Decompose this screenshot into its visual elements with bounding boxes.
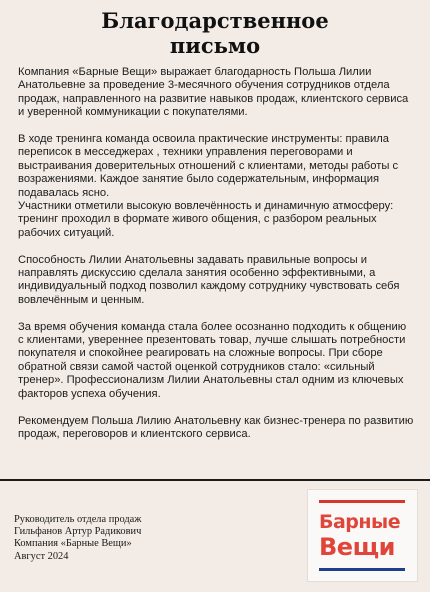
paragraph-engagement: Участники отметили высокую вовлечённость и динамичную атмосферу: тренинг проходил в формате живого общения, с разбором реальных рабочих ситуаций. <box>18 200 394 239</box>
paragraph-approach: Способность Лилии Анатольевны задавать правильные вопросы и направлять дискуссию сделала занятия особенно эффективными, а индивидуальный подход позволил каждому сотруднику чувствовать себя вовлечённым и ценным. <box>18 253 400 306</box>
company-logo <box>307 489 418 582</box>
logo-word-1: Барные <box>319 511 401 533</box>
paragraph-gratitude: Компания «Барные Вещи» выражает благодарность Польша Лилии Анатольевне за проведение 3-месячного обучения сотрудников отдела продаж, направленного на развитие навыков продаж, клиентского сервиса и уверенной коммуникации с покупателями. <box>18 66 409 119</box>
paragraph-training-tools: В ходе тренинга команда освоила практические инструменты: правила переписок в месседжерах , техники управления переговорами и выстраивания доверительных отношений с клиентами, методы работы с возражениями. Каждое занятие было содержательным, информация подавалась ясно. <box>18 133 399 199</box>
logo-word-2: Вещи <box>319 533 395 561</box>
signature-company: Компания «Барные Вещи» <box>14 538 132 550</box>
paragraph-recommendation: Рекомендуем Польша Лилию Анатольевну как бизнес-тренера по развитию продаж, переговоров и клиентского сервиса. <box>18 414 414 440</box>
signature-name: Гильфанов Артур Радикович <box>14 526 142 538</box>
title-line-2: письмо <box>169 33 261 58</box>
title-line-1: Благодарственное <box>101 8 329 33</box>
footer-divider <box>0 479 430 481</box>
signature-position: Руководитель отдела продаж <box>14 514 142 525</box>
paragraph-results: За время обучения команда стала более осознанно подходить к общению с клиентами, увереннее презентовать товар, лучше слышать потребности покупателя и спокойнее реагировать на сложные вопросы. При сборе обратной связи самой частой оценкой сотрудников стало: «сильный тренер». Профессионализм Лилии Анатольевны стал одним из ключевых факторов успеха обучения. <box>18 320 407 400</box>
letter-title <box>0 8 430 58</box>
logo-top-stripe <box>319 500 405 503</box>
signature-block <box>14 514 141 563</box>
logo-bottom-stripe <box>319 568 405 571</box>
signature-date: Август 2024 <box>14 550 69 562</box>
letter-body <box>18 66 414 441</box>
